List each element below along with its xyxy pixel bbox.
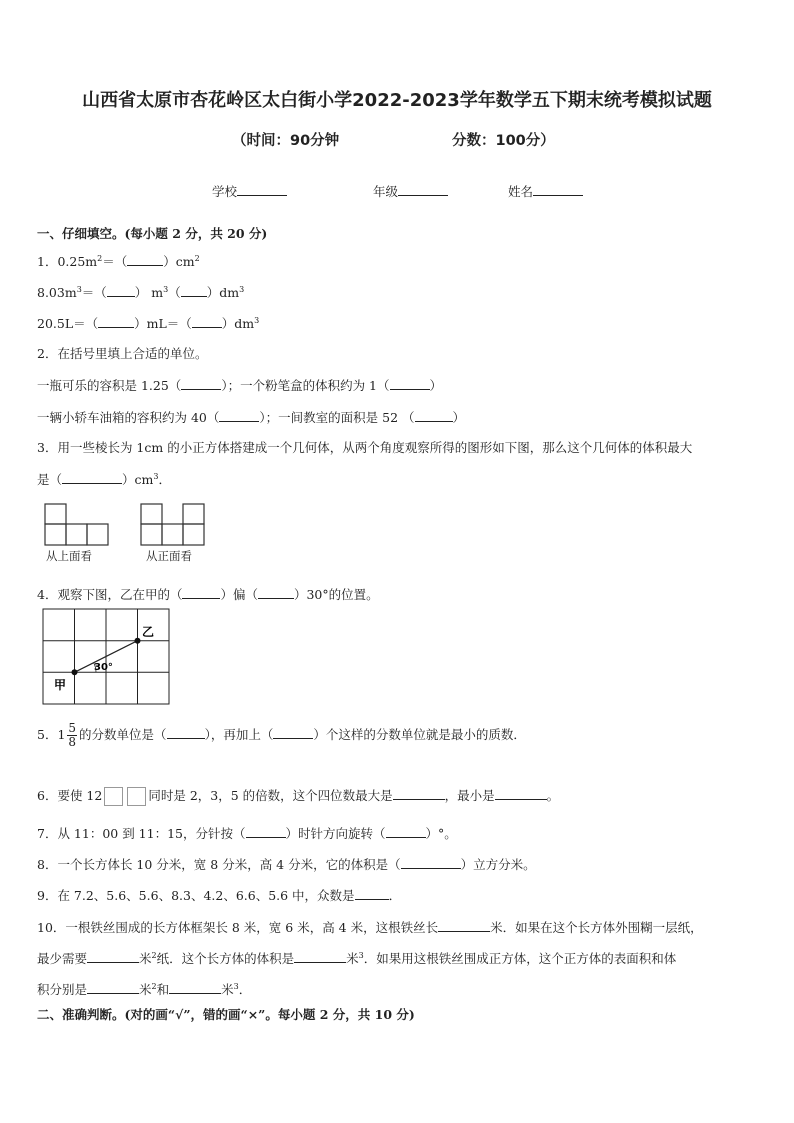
exam-score: 分数：100分） <box>452 133 555 149</box>
question-10-line-3: 积分别是 米$^2$和 米$^3$． <box>37 979 251 998</box>
answer-blank[interactable] <box>246 823 286 838</box>
cube-square <box>87 524 108 545</box>
section-2-heading: 二、准确判断。(对的画“√”，错的画“×”。每小题 2 分，共 10 分) <box>37 1007 415 1022</box>
view-from-top-caption: 从上面看 <box>46 549 92 563</box>
point-jia <box>72 669 78 675</box>
answer-blank[interactable] <box>258 584 294 599</box>
answer-blank[interactable] <box>181 375 221 390</box>
mixed-fraction: $\frac{5}{8}$ <box>68 721 77 749</box>
question-4-text: 4．观察下图，乙在甲的（ ）偏（ ）30°的位置。 <box>37 584 379 603</box>
answer-blank[interactable] <box>167 724 205 739</box>
question-3-line-1: 3．用一些棱长为 1cm 的小正方体搭建成一个几何体，从两个角度观察所得的图形如下图，那么这个几何体的体积最大 <box>37 440 693 455</box>
cube-square <box>162 524 183 545</box>
school-blank[interactable] <box>237 181 287 196</box>
question-1-line-1: 1．$0.25m^2=$（ ）$cm^2$ <box>37 251 200 270</box>
grade-label: 年级 <box>373 184 399 199</box>
grade-field[interactable] <box>373 181 448 200</box>
cube-square <box>183 504 204 524</box>
school-label: 学校 <box>212 184 238 199</box>
answer-blank[interactable] <box>192 313 222 328</box>
school-field[interactable] <box>212 181 287 200</box>
answer-blank[interactable] <box>219 407 259 422</box>
label-yi: 乙 <box>142 625 155 639</box>
answer-blank[interactable] <box>401 854 461 869</box>
question-9-text: 9．在 7.2、5.6、5.6、8.3、4.2、6.6、5.6 中，众数是 ． <box>37 885 401 904</box>
section-1-heading: 一、仔细填空。(每小题 2 分，共 20 分) <box>37 226 268 241</box>
answer-blank[interactable] <box>169 979 221 994</box>
answer-blank[interactable] <box>87 979 139 994</box>
question-7-text: 7．从 11：00 到 11：15，分针按（ ）时针方向旋转（ ）°。 <box>37 823 457 842</box>
exam-time: （时间：90分钟 <box>232 133 340 149</box>
page-title: 山西省太原市杏花岭区太白街小学2022-2023学年数学五下期末统考模拟试题 <box>82 90 712 111</box>
question-1-line-3: 20.5L＝（ ）mL＝（ ）$dm^3$ <box>37 313 259 332</box>
answer-blank[interactable] <box>415 407 453 422</box>
question-2-line-3: 一辆小轿车油箱的容积约为 40（ ）；一间教室的面积是 52 （ ） <box>37 407 465 426</box>
question-10-line-1: 10．一根铁丝围成的长方体框架长 8 米，宽 6 米，高 4 米，这根铁丝长 米．如果在这个长方体外围糊一层纸， <box>37 917 703 936</box>
grade-blank[interactable] <box>398 181 448 196</box>
view-from-front-caption: 从正面看 <box>146 549 192 563</box>
answer-blank[interactable] <box>393 785 445 800</box>
question-1-line-2: $8.03m^3=$（ ） $m^3$（ ）$dm^3$ <box>37 282 244 301</box>
answer-blank[interactable] <box>294 948 346 963</box>
answer-blank[interactable] <box>182 584 220 599</box>
answer-blank[interactable] <box>438 917 490 932</box>
question-3-line-2: 是（ ）$cm^3$． <box>37 469 171 488</box>
cube-square <box>141 504 162 524</box>
angle-label: 30° <box>94 662 113 673</box>
question-5-text: 5．1 $\frac{5}{8}$ 的分数单位是（ ），再加上（ ）个这样的分数单位就是最小的质数． <box>37 721 526 749</box>
point-yi <box>135 638 141 644</box>
cube-square <box>66 524 87 545</box>
digit-box[interactable] <box>104 787 123 806</box>
question-8-text: 8．一个长方体长 10 分米，宽 8 分米，高 4 分米，它的体积是（ ）立方分米。 <box>37 854 536 873</box>
question-10-line-2: 最少需要 米$^2$纸．这个长方体的体积是 米$^3$．如果用这根铁丝围成正方体，这个正方体的表面积和体 <box>37 948 676 967</box>
answer-blank[interactable] <box>390 375 430 390</box>
question-2-line-1: 2．在括号里填上合适的单位。 <box>37 346 208 361</box>
name-field[interactable] <box>508 181 583 200</box>
answer-blank[interactable] <box>273 724 313 739</box>
answer-blank[interactable] <box>127 251 163 266</box>
view-from-top-figure <box>44 503 112 547</box>
cube-square <box>45 504 66 524</box>
cube-square <box>183 524 204 545</box>
answer-blank[interactable] <box>107 282 135 297</box>
name-blank[interactable] <box>533 181 583 196</box>
question-2-line-2: 一瓶可乐的容积是 1.25（ ）；一个粉笔盒的体积约为 1（ ） <box>37 375 442 394</box>
cube-square <box>141 524 162 545</box>
answer-blank[interactable] <box>87 948 139 963</box>
view-from-front-figure <box>140 503 208 547</box>
cube-square <box>45 524 66 545</box>
name-label: 姓名 <box>508 184 534 199</box>
answer-blank[interactable] <box>386 823 426 838</box>
label-jia: 甲 <box>54 678 67 692</box>
digit-box[interactable] <box>127 787 146 806</box>
direction-grid-figure <box>42 608 172 706</box>
answer-blank[interactable] <box>62 469 122 484</box>
answer-blank[interactable] <box>98 313 134 328</box>
question-6-text: 6．要使 12 同时是 2，3，5 的倍数，这个四位数最大是 ，最小是 。 <box>37 785 559 806</box>
answer-blank[interactable] <box>495 785 547 800</box>
answer-blank[interactable] <box>181 282 207 297</box>
answer-blank[interactable] <box>355 885 389 900</box>
